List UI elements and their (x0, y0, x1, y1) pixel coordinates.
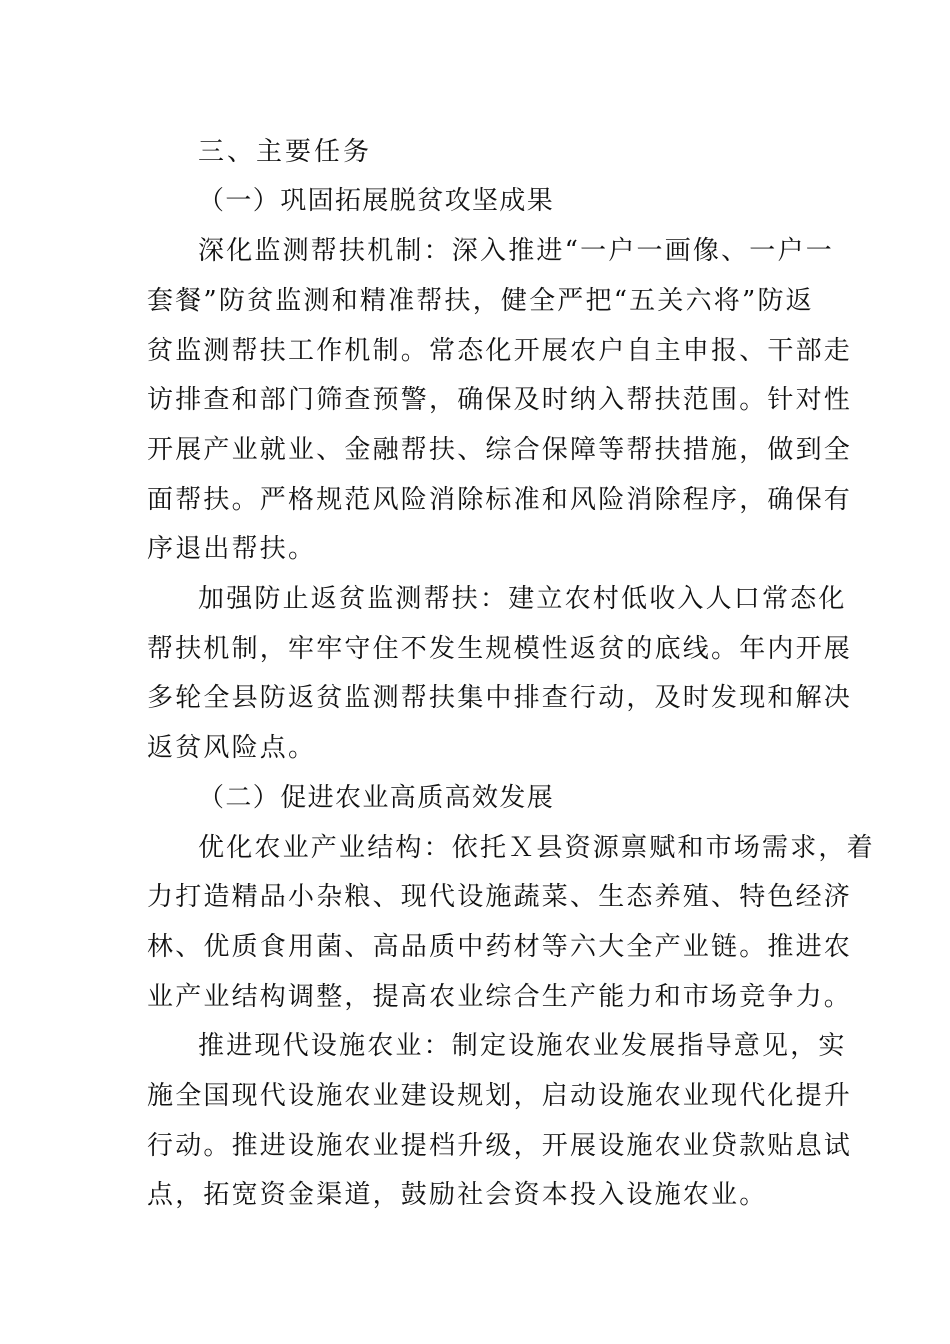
paragraph-line: 力打造精品小杂粮、现代设施蔬菜、生态养殖、特色经济 (147, 882, 853, 912)
paragraph-line: 加强防止返贫监测帮扶：建立农村低收入人口常态化 (198, 584, 847, 614)
subsection-heading: （一）巩固拓展脱贫攻坚成果 (198, 186, 555, 216)
paragraph-line: 施全国现代设施农业建设规划，启动设施农业现代化提升 (147, 1081, 853, 1111)
paragraph-line: 推进现代设施农业：制定设施农业发展指导意见，实 (198, 1031, 847, 1061)
paragraph-line: 开展产业就业、金融帮扶、综合保障等帮扶措施，做到全 (147, 435, 853, 465)
paragraph-line: 行动。推进设施农业提档升级，开展设施农业贷款贴息试 (147, 1131, 853, 1161)
paragraph-line: 优化农业产业结构：依托Ｘ县资源禀赋和市场需求，着 (198, 833, 875, 863)
paragraph-line: 套餐”防贫监测和精准帮扶，健全严把“五关六将”防返 (147, 286, 814, 316)
paragraph-line: 林、优质食用菌、高品质中药材等六大全产业链。推进农 (147, 932, 853, 962)
paragraph-line: 帮扶机制，牢牢守住不发生规模性返贫的底线。年内开展 (147, 634, 853, 664)
paragraph-line: 点，拓宽资金渠道，鼓励社会资本投入设施农业。 (147, 1180, 768, 1210)
paragraph-line: 业产业结构调整，提高农业综合生产能力和市场竞争力。 (147, 982, 853, 1012)
subsection-heading: （二）促进农业高质高效发展 (198, 783, 555, 813)
paragraph-line: 多轮全县防返贫监测帮扶集中排查行动，及时发现和解决 (147, 683, 853, 713)
paragraph-line: 贫监测帮扶工作机制。常态化开展农户自主申报、干部走 (147, 336, 853, 366)
paragraph-line: 序退出帮扶。 (147, 534, 317, 564)
section-title: 三、主要任务 (198, 137, 373, 167)
paragraph-line: 面帮扶。严格规范风险消除标准和风险消除程序，确保有 (147, 485, 853, 515)
paragraph-line: 返贫风险点。 (147, 733, 317, 763)
paragraph-line: 访排查和部门筛查预警，确保及时纳入帮扶范围。针对性 (147, 385, 853, 415)
paragraph-line: 深化监测帮扶机制：深入推进“一户一画像、一户一 (198, 236, 834, 266)
